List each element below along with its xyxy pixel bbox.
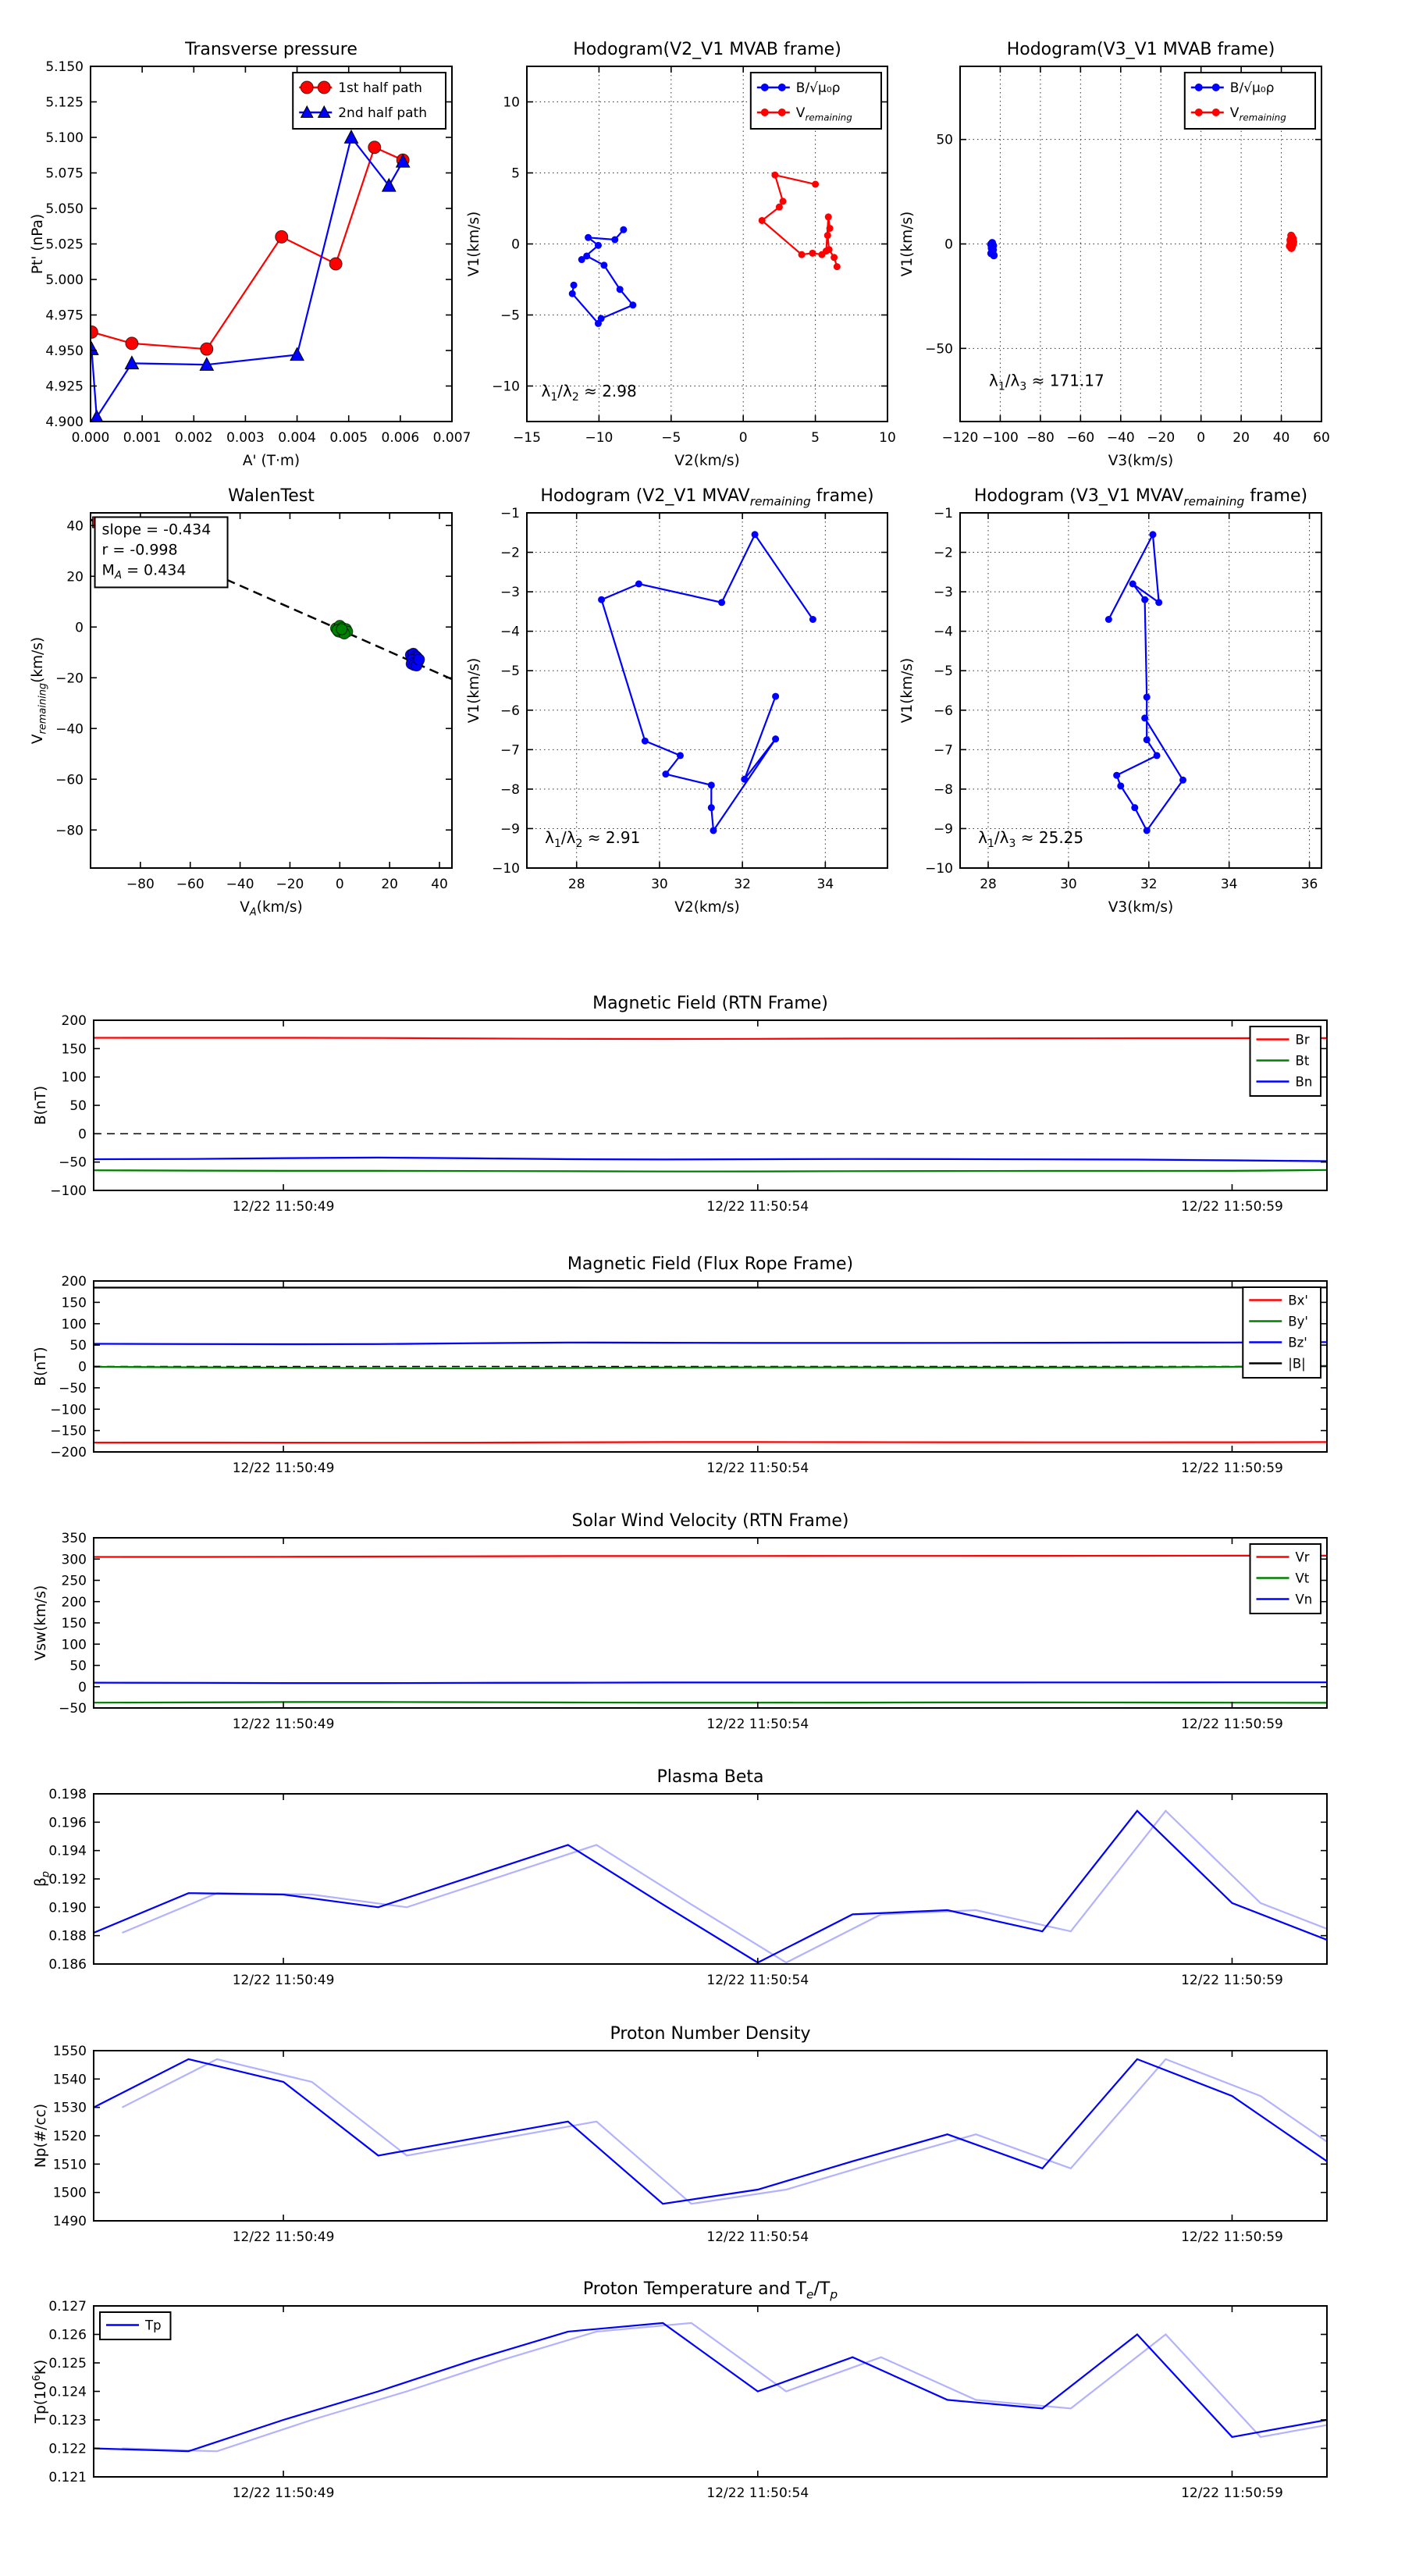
chart-title: Plasma Beta <box>656 1767 764 1787</box>
svg-text:0.122: 0.122 <box>48 2441 87 2457</box>
tick-marks <box>94 2051 1327 2221</box>
series-line-beta_p <box>94 1811 1327 1962</box>
annotation: $\lambda_1/\lambda_2 \approx 2.98$ <box>541 382 637 404</box>
svg-text:12/22 11:50:59: 12/22 11:50:59 <box>1181 2485 1283 2501</box>
plot-area <box>598 531 816 834</box>
svg-text:0.124: 0.124 <box>48 2384 87 2400</box>
svg-text:−5: −5 <box>500 664 520 680</box>
svg-text:1530: 1530 <box>52 2100 87 2116</box>
svg-text:0: 0 <box>78 1126 87 1143</box>
svg-text:10: 10 <box>879 430 896 446</box>
svg-text:30: 30 <box>1060 877 1077 892</box>
svg-text:−60: −60 <box>176 877 205 892</box>
tick-marks <box>94 1020 1327 1190</box>
svg-text:|B|: |B| <box>1288 1356 1306 1372</box>
svg-text:0: 0 <box>944 237 953 253</box>
svg-text:−2: −2 <box>500 545 520 561</box>
svg-text:12/22 11:50:49: 12/22 11:50:49 <box>232 1973 335 1988</box>
svg-text:5: 5 <box>811 430 820 446</box>
svg-text:0: 0 <box>738 430 748 446</box>
svg-text:0.007: 0.007 <box>432 430 471 446</box>
legend <box>293 73 446 129</box>
svg-text:−60: −60 <box>55 772 84 788</box>
svg-text:−100: −100 <box>982 430 1019 446</box>
series-markers-first-half <box>331 621 353 639</box>
svg-text:−7: −7 <box>500 742 520 759</box>
chart-title: Solar Wind Velocity (RTN Frame) <box>571 1511 849 1531</box>
svg-text:12/22 11:50:54: 12/22 11:50:54 <box>706 1717 809 1732</box>
svg-text:5.050: 5.050 <box>45 201 84 217</box>
annotation: $\lambda_1/\lambda_3 \approx 25.25$ <box>978 828 1084 851</box>
svg-text:12/22 11:50:49: 12/22 11:50:49 <box>232 1717 335 1732</box>
svg-text:B/√μ₀ρ: B/√μ₀ρ <box>795 80 841 96</box>
svg-text:32: 32 <box>1140 877 1158 892</box>
x-axis-label: V3(km/s) <box>1108 899 1174 916</box>
series-markers-second-half <box>405 648 425 671</box>
plot-area <box>94 1038 1356 1172</box>
svg-text:12/22 11:50:59: 12/22 11:50:59 <box>1181 2229 1283 2245</box>
svg-text:50: 50 <box>936 132 953 148</box>
svg-text:−4: −4 <box>500 624 520 640</box>
svg-text:−10: −10 <box>585 430 614 446</box>
svg-text:0.198: 0.198 <box>48 1787 87 1802</box>
plot-area <box>1105 531 1186 834</box>
chart-svg-hodogram-v2v1-mvab <box>453 27 907 476</box>
series-line-Tp <box>94 2323 1327 2451</box>
svg-text:100: 100 <box>61 1069 87 1086</box>
svg-text:Br: Br <box>1295 1032 1310 1048</box>
svg-text:12/22 11:50:49: 12/22 11:50:49 <box>232 1199 335 1215</box>
svg-text:Tp: Tp <box>145 2318 162 2333</box>
chart-proton-temperature <box>20 2267 1346 2532</box>
chart-title: Proton Temperature and $T_e/T_p$ <box>582 2279 838 2302</box>
series-ghost-Tp <box>123 2323 1356 2451</box>
svg-text:20: 20 <box>1232 430 1250 446</box>
svg-text:1500: 1500 <box>52 2185 87 2201</box>
svg-text:B/√μ₀ρ: B/√μ₀ρ <box>1229 80 1275 96</box>
svg-text:−3: −3 <box>933 585 953 601</box>
svg-text:−60: −60 <box>1066 430 1095 446</box>
tick-labels <box>492 506 834 892</box>
legend <box>1250 1026 1321 1096</box>
svg-text:0.003: 0.003 <box>226 430 265 446</box>
svg-text:Vt: Vt <box>1295 1571 1310 1586</box>
svg-text:−50: −50 <box>59 1701 87 1717</box>
legend <box>100 2312 170 2339</box>
series-markers-B/sqrt(mu0 rho) <box>569 226 637 327</box>
chart-svg-transverse-pressure <box>16 27 471 476</box>
annotation: $\lambda_1/\lambda_3 \approx 171.17$ <box>989 371 1104 393</box>
svg-text:Bt: Bt <box>1295 1053 1310 1069</box>
svg-text:0.192: 0.192 <box>48 1872 87 1888</box>
svg-text:1520: 1520 <box>52 2129 87 2144</box>
x-axis-label: V2(km/s) <box>674 899 740 916</box>
svg-text:350: 350 <box>61 1531 87 1546</box>
series-line-B/sqrt(mu0 rho) <box>572 229 633 323</box>
plot-area <box>94 2323 1356 2451</box>
svg-text:0: 0 <box>78 1359 87 1375</box>
x-axis-label: V2(km/s) <box>674 453 740 469</box>
tick-marks <box>94 2306 1327 2477</box>
svg-text:1st half path: 1st half path <box>338 80 422 96</box>
svg-text:0.006: 0.006 <box>381 430 420 446</box>
axes-frame <box>527 513 887 868</box>
svg-text:−8: −8 <box>500 781 520 798</box>
svg-text:−1: −1 <box>933 506 953 521</box>
y-axis-label: B(nT) <box>33 1085 49 1126</box>
plot-area <box>94 2059 1356 2204</box>
svg-text:−50: −50 <box>925 341 953 358</box>
axes-frame <box>94 2306 1327 2477</box>
svg-text:−6: −6 <box>933 703 953 719</box>
chart-title: Magnetic Field (RTN Frame) <box>592 994 828 1013</box>
svg-text:0.121: 0.121 <box>48 2470 87 2485</box>
svg-text:r = -0.998: r = -0.998 <box>101 541 178 559</box>
series-line-Br <box>94 1038 1327 1040</box>
chart-magnetic-field-rtn <box>20 981 1346 1245</box>
svg-text:50: 50 <box>69 1098 87 1114</box>
tick-marks <box>960 513 1321 868</box>
series-line-Vr <box>94 1556 1327 1557</box>
gridlines <box>527 513 887 868</box>
chart-svg-b-rtn <box>20 981 1346 1245</box>
svg-text:50: 50 <box>69 1658 87 1674</box>
svg-text:0.188: 0.188 <box>48 1928 87 1944</box>
svg-text:0.123: 0.123 <box>48 2413 87 2428</box>
svg-text:−150: −150 <box>50 1423 87 1439</box>
y-axis-label: $\beta_p$ <box>33 1870 52 1888</box>
chart-title: Magnetic Field (Flux Rope Frame) <box>567 1254 854 1274</box>
svg-text:MA = 0.434: $M_A = 0.434$ <box>101 561 187 582</box>
svg-text:0: 0 <box>335 877 344 892</box>
svg-text:12/22 11:50:59: 12/22 11:50:59 <box>1181 1973 1283 1988</box>
y-axis-label: V1(km/s) <box>899 657 916 724</box>
y-axis-label: $V_{remaining}(km/s)$ <box>30 636 49 745</box>
chart-svg-hodogram-v3v1-mvab <box>886 27 1341 476</box>
svg-text:1540: 1540 <box>52 2072 87 2088</box>
svg-text:0.194: 0.194 <box>48 1843 87 1859</box>
svg-text:−9: −9 <box>933 821 953 838</box>
svg-text:0: 0 <box>511 237 520 253</box>
chart-svg-plasma-beta <box>20 1755 1346 2019</box>
svg-text:−10: −10 <box>492 379 520 395</box>
svg-text:−3: −3 <box>500 585 520 601</box>
svg-text:Vn: Vn <box>1295 1592 1313 1607</box>
tick-labels <box>50 1274 1283 1476</box>
y-axis-label: $Tp(10^6K)$ <box>30 2359 49 2424</box>
svg-text:5.100: 5.100 <box>45 130 84 146</box>
series-markers-1st half path <box>85 141 409 355</box>
chart-hodogram-v3v1-mvav <box>886 474 1341 923</box>
svg-text:−80: −80 <box>55 823 84 839</box>
svg-text:−5: −5 <box>661 430 681 446</box>
series-line-V remaining <box>602 535 813 831</box>
svg-text:28: 28 <box>567 877 585 892</box>
svg-text:0.000: 0.000 <box>71 430 110 446</box>
series-line-Np <box>94 2059 1327 2204</box>
chart-title: Hodogram(V3_V1 MVAB frame) <box>1006 40 1275 59</box>
y-axis-label: Pt' (nPa) <box>30 213 46 275</box>
axes-frame <box>94 1020 1327 1190</box>
chart-solar-wind-velocity <box>20 1499 1346 1763</box>
chart-proton-density <box>20 2012 1346 2275</box>
axes-frame <box>94 2051 1327 2221</box>
svg-text:150: 150 <box>61 1295 87 1311</box>
series-ghost-Np <box>123 2059 1356 2204</box>
series-markers-2nd half path <box>85 130 410 423</box>
svg-text:0.005: 0.005 <box>329 430 368 446</box>
chart-title: WalenTest <box>228 486 315 506</box>
svg-text:2nd half path: 2nd half path <box>338 105 427 121</box>
chart-svg-b-fluxrope <box>20 1242 1346 1507</box>
svg-text:250: 250 <box>61 1573 87 1589</box>
tick-marks <box>94 1794 1327 1964</box>
svg-text:30: 30 <box>651 877 668 892</box>
svg-text:−100: −100 <box>50 1183 87 1199</box>
series-line-Bz' <box>94 1342 1327 1344</box>
svg-text:0.125: 0.125 <box>48 2356 87 2371</box>
chart-title: Hodogram(V2_V1 MVAB frame) <box>573 40 841 59</box>
annotation: $\lambda_1/\lambda_2 \approx 2.91$ <box>545 828 641 851</box>
series-ghost-beta_p <box>123 1811 1356 1962</box>
svg-text:12/22 11:50:49: 12/22 11:50:49 <box>232 2229 335 2245</box>
series-markers-B/sqrt(mu0 rho) <box>987 239 998 259</box>
gridlines <box>960 513 1321 868</box>
svg-text:5.025: 5.025 <box>45 237 84 253</box>
svg-text:−10: −10 <box>925 861 953 877</box>
svg-text:40: 40 <box>66 518 84 535</box>
svg-text:Vremaining: $V_{remaining}$ <box>1229 105 1286 123</box>
svg-text:20: 20 <box>381 877 398 892</box>
svg-text:200: 200 <box>61 1013 87 1029</box>
svg-text:0.186: 0.186 <box>48 1957 87 1973</box>
svg-text:−4: −4 <box>933 624 953 640</box>
plot-area <box>569 172 841 327</box>
tick-labels <box>925 133 1330 446</box>
svg-text:0.004: 0.004 <box>278 430 316 446</box>
chart-transverse-pressure <box>16 27 471 476</box>
svg-text:5.150: 5.150 <box>45 59 84 75</box>
chart-title: Hodogram (V2_V1 $MVAV_{remaining}$ frame) <box>540 486 874 509</box>
svg-text:−200: −200 <box>50 1445 87 1461</box>
svg-text:−50: −50 <box>59 1155 87 1171</box>
plot-area <box>85 130 410 423</box>
chart-magnetic-field-fluxrope <box>20 1242 1346 1507</box>
svg-text:−1: −1 <box>500 506 520 521</box>
y-axis-label: B(nT) <box>33 1347 49 1386</box>
svg-text:5.000: 5.000 <box>45 272 84 288</box>
y-axis-label: V1(km/s) <box>899 211 916 277</box>
chart-walen-test <box>16 474 471 923</box>
svg-text:−80: −80 <box>126 877 155 892</box>
chart-hodogram-v2v1-mvab <box>453 27 907 476</box>
svg-text:−40: −40 <box>1106 430 1135 446</box>
svg-text:1490: 1490 <box>52 2214 87 2229</box>
tick-labels <box>50 1013 1283 1215</box>
svg-text:slope = -0.434: slope = -0.434 <box>101 521 212 539</box>
chart-hodogram-v3v1-mvab <box>886 27 1341 476</box>
svg-text:−100: −100 <box>50 1402 87 1418</box>
chart-hodogram-v2v1-mvav <box>453 474 907 923</box>
plot-area <box>987 232 1297 259</box>
svg-text:0: 0 <box>78 1679 87 1695</box>
series-line-2nd half path <box>91 137 403 418</box>
svg-text:5.075: 5.075 <box>45 165 84 182</box>
axes-frame <box>94 1794 1327 1964</box>
svg-text:0.001: 0.001 <box>123 430 162 446</box>
svg-text:−120: −120 <box>941 430 979 446</box>
svg-text:12/22 11:50:59: 12/22 11:50:59 <box>1181 1717 1283 1732</box>
svg-text:−9: −9 <box>500 821 520 838</box>
tick-labels <box>48 2299 1283 2501</box>
svg-text:12/22 11:50:54: 12/22 11:50:54 <box>706 1461 809 1476</box>
chart-svg-proton-temp <box>20 2267 1346 2532</box>
chart-svg-hodogram-v2v1-mvav <box>453 474 907 923</box>
svg-text:20: 20 <box>66 569 84 585</box>
svg-text:Vr: Vr <box>1295 1550 1310 1565</box>
svg-text:0.196: 0.196 <box>48 1815 87 1831</box>
legend <box>751 73 881 129</box>
svg-text:0.127: 0.127 <box>48 2299 87 2314</box>
x-axis-label: V3(km/s) <box>1108 453 1174 469</box>
svg-text:−50: −50 <box>59 1380 87 1397</box>
svg-text:0.002: 0.002 <box>174 430 213 446</box>
series-line-Bn <box>94 1158 1327 1162</box>
svg-text:60: 60 <box>1313 430 1330 446</box>
series-line-Bt <box>94 1170 1327 1172</box>
svg-text:−10: −10 <box>492 861 520 877</box>
svg-text:1550: 1550 <box>52 2044 87 2059</box>
svg-text:−80: −80 <box>1026 430 1055 446</box>
svg-text:4.900: 4.900 <box>45 415 84 430</box>
svg-text:150: 150 <box>61 1616 87 1631</box>
svg-text:12/22 11:50:49: 12/22 11:50:49 <box>232 1461 335 1476</box>
svg-text:1510: 1510 <box>52 2157 87 2173</box>
svg-text:−6: −6 <box>500 703 520 719</box>
svg-text:0: 0 <box>1197 430 1206 446</box>
svg-text:40: 40 <box>431 877 448 892</box>
svg-text:100: 100 <box>61 1637 87 1653</box>
svg-text:−5: −5 <box>933 664 953 680</box>
plot-area <box>94 1287 1356 1443</box>
chart-svg-proton-density <box>20 2012 1346 2275</box>
svg-text:34: 34 <box>816 877 834 892</box>
svg-text:Bn: Bn <box>1295 1074 1313 1090</box>
svg-text:50: 50 <box>69 1338 87 1354</box>
svg-text:200: 200 <box>61 1594 87 1610</box>
y-axis-label: V1(km/s) <box>466 211 482 277</box>
svg-text:12/22 11:50:54: 12/22 11:50:54 <box>706 2485 809 2501</box>
svg-text:4.925: 4.925 <box>45 379 84 395</box>
svg-text:36: 36 <box>1300 877 1318 892</box>
svg-text:40: 40 <box>1272 430 1290 446</box>
svg-text:By': By' <box>1288 1314 1308 1329</box>
series-line-1st half path <box>91 148 403 350</box>
svg-text:0.126: 0.126 <box>48 2327 87 2343</box>
series-line-Vt <box>94 1702 1327 1703</box>
series-line-Bx' <box>94 1442 1327 1443</box>
svg-text:32: 32 <box>734 877 751 892</box>
svg-text:200: 200 <box>61 1274 87 1290</box>
svg-text:0: 0 <box>75 620 84 636</box>
svg-text:12/22 11:50:54: 12/22 11:50:54 <box>706 1973 809 1988</box>
tick-labels <box>53 2044 1283 2245</box>
y-axis-label: Np(#/cc) <box>33 2103 49 2169</box>
svg-text:0.190: 0.190 <box>48 1900 87 1916</box>
chart-svg-vsw-rtn <box>20 1499 1346 1763</box>
svg-text:5: 5 <box>511 165 520 182</box>
svg-text:28: 28 <box>980 877 997 892</box>
svg-text:10: 10 <box>503 94 520 111</box>
svg-text:5.125: 5.125 <box>45 94 84 111</box>
x-axis-label: A' (T·m) <box>242 453 301 469</box>
svg-text:12/22 11:50:54: 12/22 11:50:54 <box>706 1199 809 1215</box>
legend <box>1185 73 1315 129</box>
svg-text:300: 300 <box>61 1552 87 1568</box>
svg-text:12/22 11:50:49: 12/22 11:50:49 <box>232 2485 335 2501</box>
svg-text:−7: −7 <box>933 742 953 759</box>
stats-box <box>95 517 228 587</box>
svg-text:−20: −20 <box>276 877 304 892</box>
plot-area <box>94 1811 1356 1962</box>
svg-text:−40: −40 <box>226 877 254 892</box>
y-axis-label: V1(km/s) <box>466 657 482 724</box>
series-line-Vn <box>94 1682 1327 1683</box>
legend <box>1250 1544 1321 1614</box>
x-axis-label: $V_A(km/s)$ <box>240 899 303 919</box>
svg-text:−20: −20 <box>1147 430 1176 446</box>
svg-text:Bz': Bz' <box>1288 1335 1307 1350</box>
chart-svg-walen-test <box>16 474 471 923</box>
svg-text:Vremaining: $V_{remaining}$ <box>795 105 852 123</box>
svg-text:−15: −15 <box>513 430 541 446</box>
svg-text:−2: −2 <box>933 545 953 561</box>
svg-text:−5: −5 <box>500 308 520 324</box>
svg-text:150: 150 <box>61 1041 87 1058</box>
chart-plasma-beta <box>20 1755 1346 2019</box>
chart-title: Transverse pressure <box>185 40 357 59</box>
y-axis-label: Vsw(km/s) <box>33 1585 49 1661</box>
series-markers-V remaining <box>1286 232 1297 252</box>
plot-area <box>94 1556 1356 1703</box>
svg-text:12/22 11:50:54: 12/22 11:50:54 <box>706 2229 809 2245</box>
svg-text:−8: −8 <box>933 781 953 798</box>
svg-text:12/22 11:50:59: 12/22 11:50:59 <box>1181 1199 1283 1215</box>
svg-text:4.950: 4.950 <box>45 343 84 359</box>
svg-text:Bx': Bx' <box>1288 1293 1308 1308</box>
tick-marks <box>527 513 887 868</box>
svg-text:100: 100 <box>61 1316 87 1332</box>
svg-text:12/22 11:50:59: 12/22 11:50:59 <box>1181 1461 1283 1476</box>
axes-frame <box>960 513 1321 868</box>
svg-text:−40: −40 <box>55 721 84 738</box>
chart-title: Hodogram (V3_V1 $MVAV_{remaining}$ frame) <box>973 486 1308 509</box>
legend <box>1243 1287 1321 1378</box>
svg-text:4.975: 4.975 <box>45 308 84 324</box>
svg-text:−20: −20 <box>55 671 84 687</box>
chart-svg-hodogram-v3v1-mvav <box>886 474 1341 923</box>
svg-text:34: 34 <box>1220 877 1238 892</box>
chart-title: Proton Number Density <box>610 2024 811 2044</box>
